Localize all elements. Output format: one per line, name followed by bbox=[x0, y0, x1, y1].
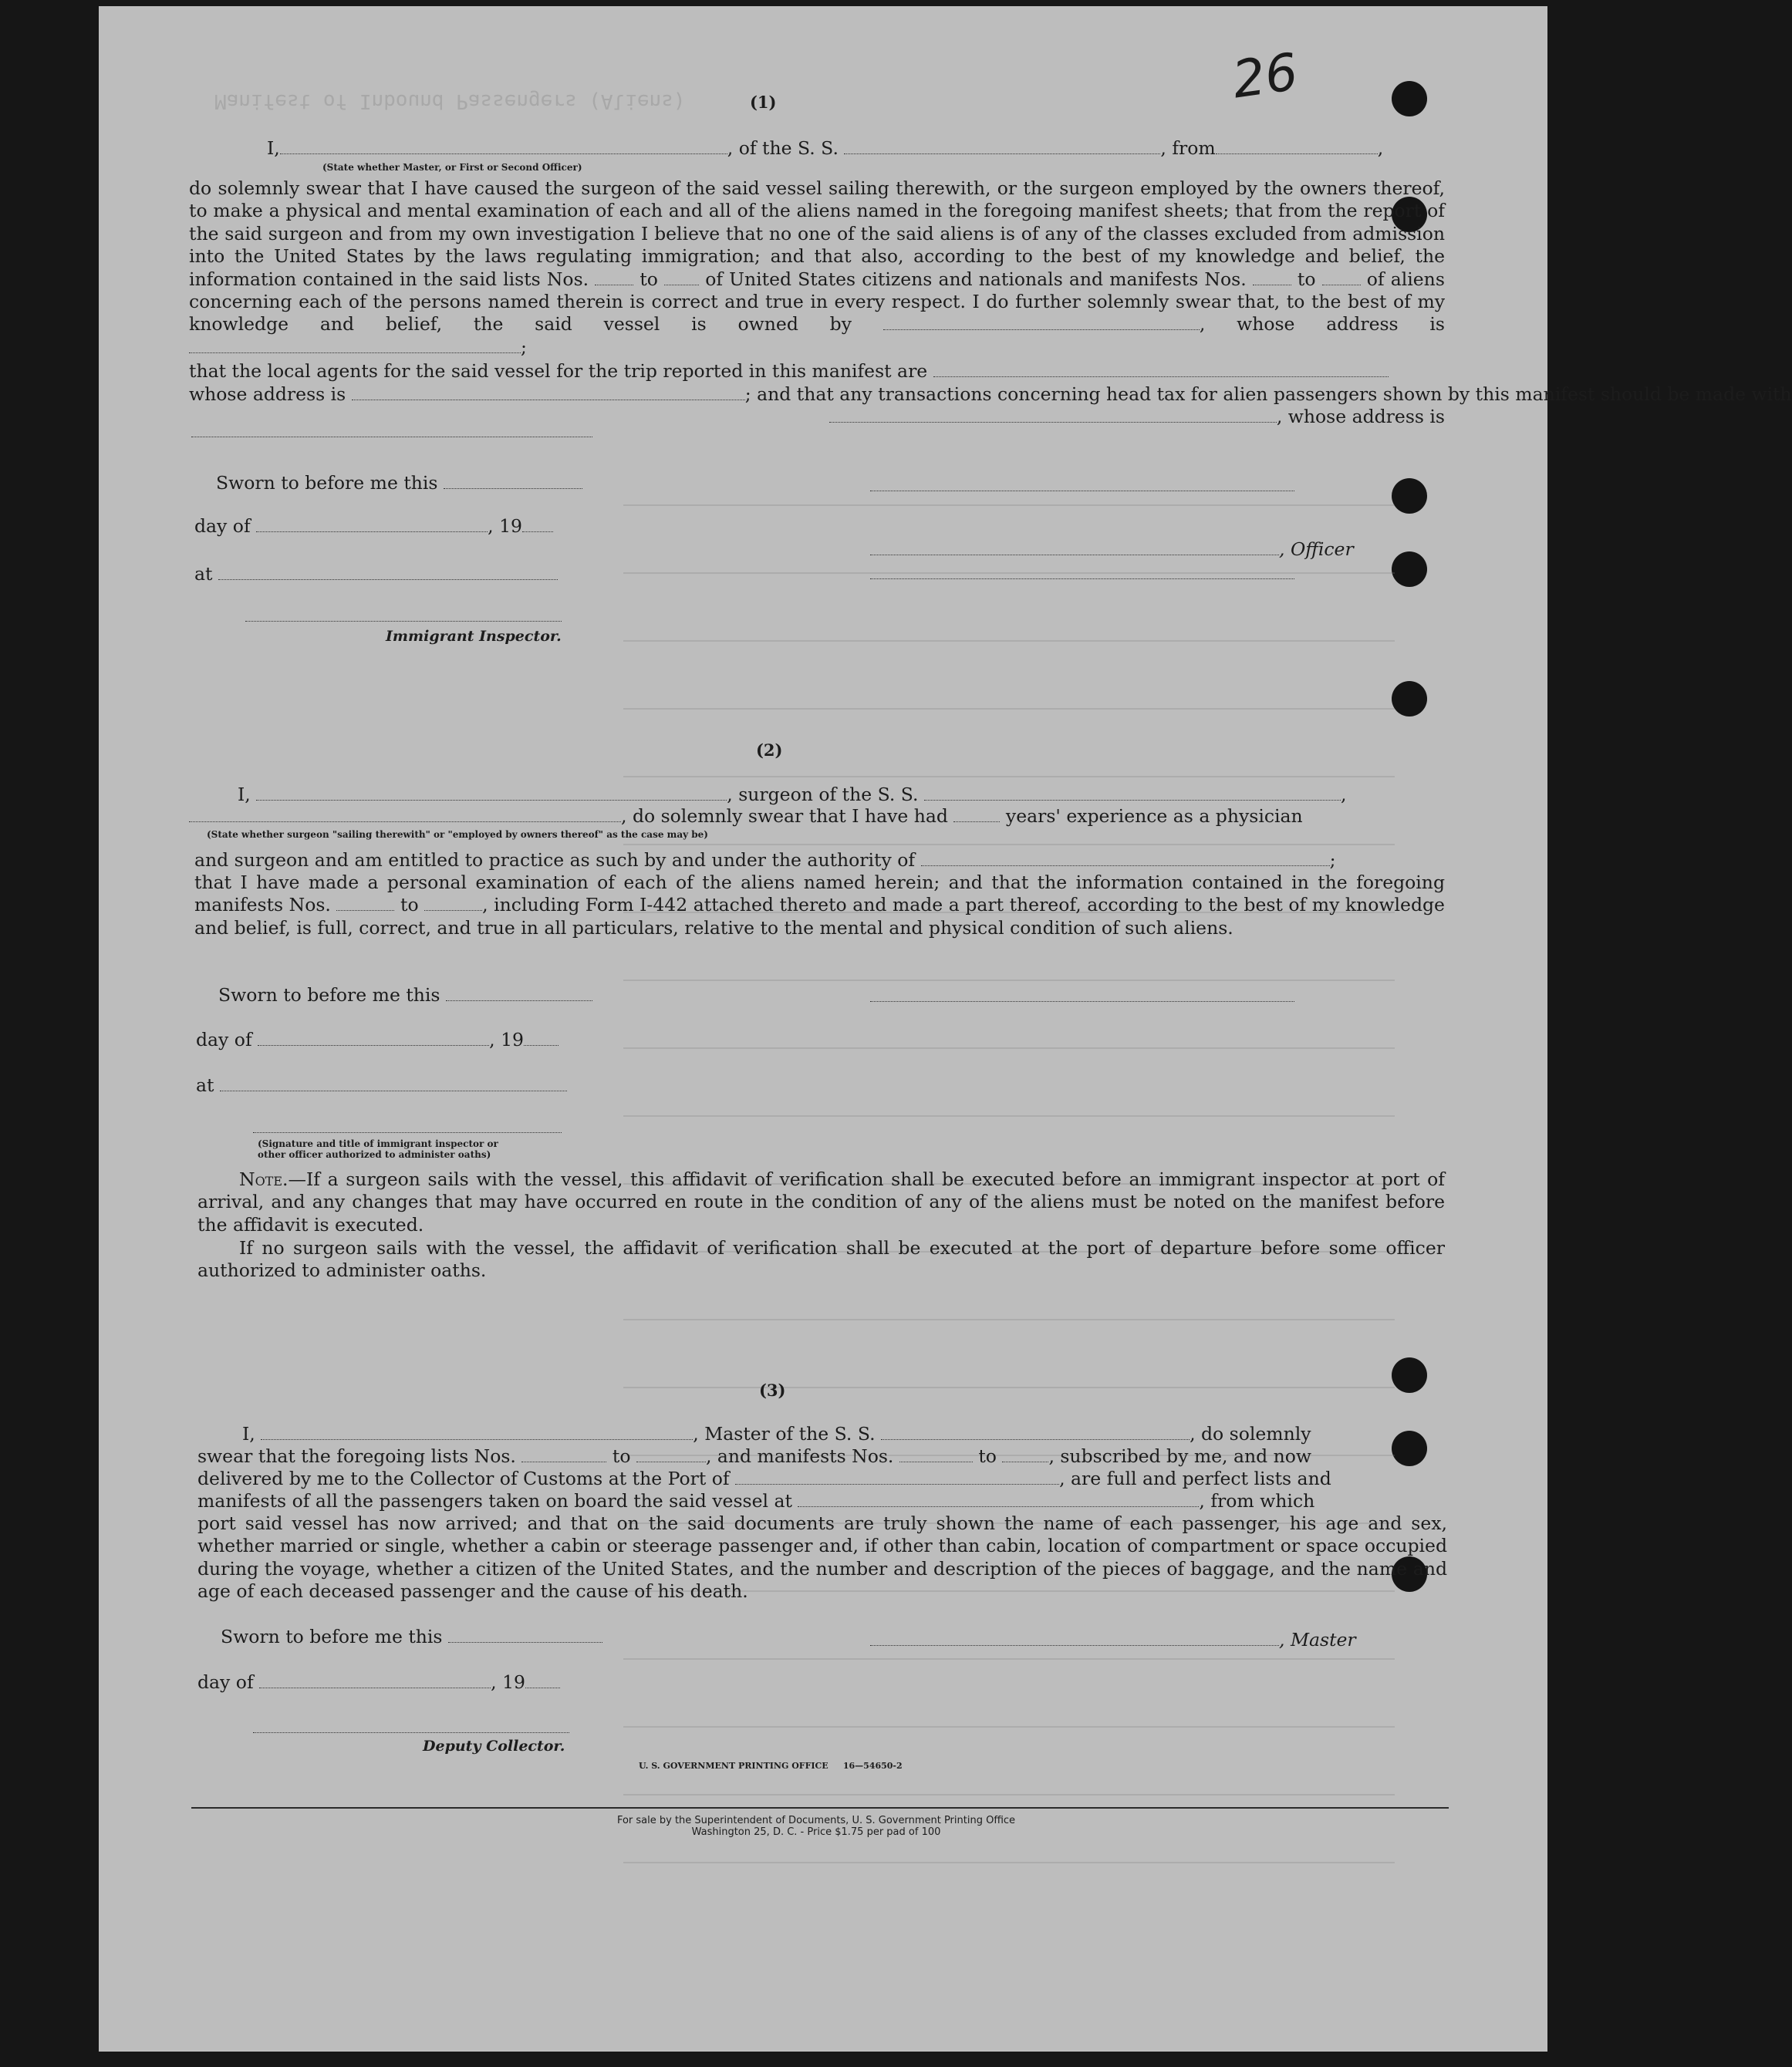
s3-master-label: , Master bbox=[870, 1629, 1352, 1651]
binder-hole bbox=[1392, 1357, 1427, 1393]
binder-hole bbox=[1392, 681, 1427, 717]
s1-headtax-line: whose address is ; and that any transactions concerning head tax for alien passengers shown by this manifest should be made with bbox=[189, 383, 1792, 405]
s2-body-1: and surgeon and am entitled to practice as such by and under the authority of ; bbox=[194, 849, 1336, 871]
s3-line2: swear that the foregoing lists Nos. to , and manifests Nos. to , subscribed by me, and now bbox=[197, 1445, 1312, 1467]
s2-body-2: that I have made a personal examination of each of the aliens named herein; and that the information contained in the foregoing manifests Nos. to , including Form I-442 attached thereto and made a part thereof, according to the best of my knowledge and belief, is full, correct, and true in all particulars, relative to the mental and physical condition of such aliens. bbox=[194, 872, 1445, 939]
s1-line1: I, , of the S. S. , from , bbox=[267, 137, 1384, 159]
s1-officer-label: , Officer bbox=[870, 538, 1348, 561]
s3-collector-rule bbox=[253, 1732, 569, 1733]
s2-sig-note-1: (Signature and title of immigrant inspector or bbox=[258, 1138, 498, 1149]
s2-sig-rule bbox=[253, 1132, 562, 1133]
s3-collector-label: Deputy Collector. bbox=[423, 1738, 565, 1755]
page-number: 26 bbox=[1229, 42, 1301, 110]
s1-sworn: Sworn to before me this bbox=[216, 472, 582, 494]
form-page bbox=[99, 6, 1792, 2052]
s2-signature-rule bbox=[870, 1001, 1294, 1002]
s2-note-1: Note.—If a surgeon sails with the vessel, this affidavit of verification shall be executed before an immigrant inspector at port of arrival, and any changes that may have occurred en route in the condition of any of the aliens must be noted on the manifest before the affidavit is executed. bbox=[197, 1168, 1445, 1236]
s1-officer-note: (State whether Master, or First or Second Officer) bbox=[322, 162, 582, 173]
s2-surgeon-note: (State whether surgeon "sailing therewith" or "employed by owners thereof" as the case may be) bbox=[207, 829, 708, 840]
s1-dayof: day of , 19 bbox=[194, 515, 553, 538]
gpo-imprint: U. S. GOVERNMENT PRINTING OFFICE 16—54650-2 bbox=[639, 1761, 903, 1771]
footer-rule bbox=[191, 1807, 1449, 1809]
s1-inspector-rule bbox=[245, 621, 562, 622]
s2-sworn: Sworn to before me this bbox=[218, 984, 592, 1007]
s3-line4: manifests of all the passengers taken on board the said vessel at , from which bbox=[197, 1490, 1315, 1512]
binder-hole bbox=[1392, 81, 1427, 116]
s1-agents-line: that the local agents for the said vessel for the trip reported in this manifest are bbox=[189, 360, 1445, 383]
s1-body-1: do solemnly swear that I have caused the surgeon of the said vessel sailing therewith, or the surgeon employed by the owners thereof, to make a physical and mental examination of each and all of the aliens named in the foregoing manifest sheets; that from the report of the said surgeon and from my own investigation I believe that no one of the said aliens is of any of the classes excluded from admission into the United States by the laws regulating immigration; and that also, according to the best of my knowledge and belief, the information contained in the said lists Nos. to of United States citizens and nationals and manifests Nos. to of aliens concerning each of the persons named therein is correct and true in every respect. I do further solemnly swear that, to the best of my knowledge and belief, the said vessel is owned by , whose address is ; bbox=[189, 177, 1445, 358]
s3-line3: delivered by me to the Collector of Customs at the Port of , are full and perfect lists and bbox=[197, 1468, 1331, 1489]
s1-bottom-rule bbox=[191, 437, 592, 438]
binder-hole bbox=[1392, 478, 1427, 514]
s2-line1: I, , surgeon of the S. S. , bbox=[238, 784, 1347, 805]
s3-line1: I, , Master of the S. S. , do solemnly bbox=[242, 1423, 1311, 1445]
footer-line-1: For sale by the Superintendent of Documents, U. S. Government Printing Office bbox=[616, 1815, 1016, 1826]
s1-at: at bbox=[194, 563, 558, 585]
s2-sig-note-2: other officer authorized to administer oaths) bbox=[258, 1149, 491, 1160]
footer-line-2: Washington 25, D. C. - Price $1.75 per pad of 100 bbox=[691, 1826, 941, 1838]
section-2-number: (2) bbox=[756, 740, 783, 760]
s2-line2: , do solemnly swear that I have had years' experience as a physician bbox=[189, 805, 1445, 828]
s2-dayof: day of , 19 bbox=[196, 1029, 559, 1051]
binder-hole bbox=[1392, 551, 1427, 587]
s1-officer-rule-2 bbox=[870, 578, 1294, 579]
section-3-number: (3) bbox=[759, 1381, 786, 1400]
s2-at: at bbox=[196, 1074, 567, 1097]
bleed-through-text: Manifest of Inbound Passengers (Aliens) bbox=[214, 89, 686, 113]
s1-whose-line: , whose address is bbox=[189, 406, 1445, 428]
s2-note-2: If no surgeon sails with the vessel, the affidavit of verification shall be executed at the port of departure before some officer authorized to administer oaths. bbox=[197, 1237, 1445, 1282]
s1-inspector-label: Immigrant Inspector. bbox=[386, 628, 562, 645]
s3-body: port said vessel has now arrived; and that on the said documents are truly shown the name of each passenger, his age and sex, whether married or single, whether a cabin or steerage passenger and, if other than cabin, location of compartment or space occupied during the voyage, whether a citizen of the United States, and the number and description of the pieces of baggage, and the name and age of each deceased passenger and the cause of his death. bbox=[197, 1512, 1447, 1603]
s3-sworn: Sworn to before me this bbox=[221, 1626, 602, 1648]
section-1-number: (1) bbox=[750, 93, 777, 112]
s3-dayof: day of , 19 bbox=[197, 1671, 560, 1694]
